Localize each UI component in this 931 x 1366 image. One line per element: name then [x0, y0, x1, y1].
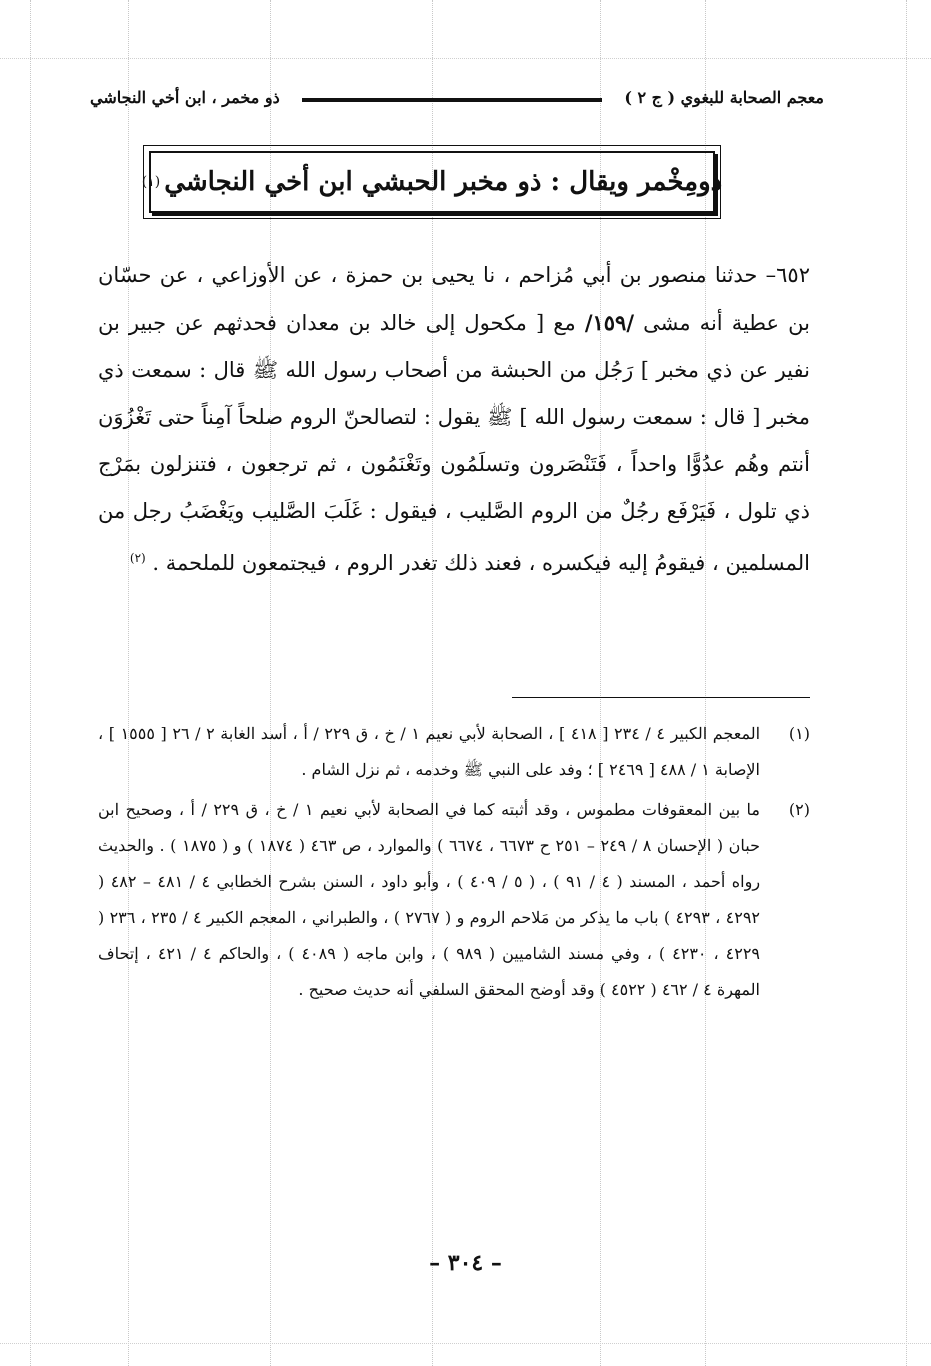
hadith-text — [98, 252, 810, 587]
footnote — [98, 792, 810, 1008]
footnote-separator — [512, 697, 810, 698]
entry-title-text: ذومِخْمر ويقال : ذو مخبر الحبشي ابن أخي النجاشي — [164, 167, 723, 197]
entry-title-frame — [143, 145, 721, 219]
margin-guide-line — [0, 58, 931, 59]
header-book-title: معجم الصحابة للبغوي ( ج ٢ ) — [624, 88, 824, 107]
page-number: – ٣٠٤ – — [429, 1250, 502, 1276]
entry-title — [141, 151, 723, 213]
margin-guide-line — [30, 0, 31, 1366]
footnotes — [98, 716, 810, 1008]
footnote — [98, 716, 810, 788]
footnote-marker: (٢) — [129, 551, 146, 565]
footnote-number: (٢) — [788, 800, 810, 819]
margin-guide-line — [0, 1343, 931, 1344]
hadith-text-part: ٦٥٢– حدثنا منصور بن أبي مُزاحم ، نا يحيى بن حمزة ، عن الأوزاعي ، عن حسّان بن عطية أنه مشى — [98, 263, 810, 335]
footnote-text: المعجم الكبير ٤ / ٢٣٤ [ ٤١٨ ] ، الصحابة لأبي نعيم ١ / خ ، ق ٢٢٩ / أ ، أسد الغابة ٢ / ٢٦ [ ١٥٥٥ ] ، الإصابة ١ / ٤٨٨ [ ٢٤٦٩ ] ؛ وفد على النبي ﷺ وخدمه ، ثم نزل الشام . — [98, 724, 761, 779]
manuscript-page-ref: /١٥٩/ — [584, 310, 635, 335]
footnote-marker: (١) — [141, 174, 161, 190]
footnote-number: (١) — [788, 724, 810, 743]
margin-guide-line — [906, 0, 907, 1366]
margin-guide-line — [128, 0, 129, 1366]
header-rule — [302, 98, 602, 102]
hadith-text-part: مع [ مكحول إلى خالد بن معدان فحدثهم عن جبير بن نفير عن ذي مخبر ] رَجُل من الحبشة من أصحاب رسول الله ﷺ قال : سمعت ذي مخبر [ قال : سمعت رسول الله ] ﷺ يقول : لتصالحنّ الروم صلحاً آمِناً حتى تَغْزُوَن أنتم وهُم عدُوًّا واحداً ، فَتَنْصَرون وتسلَمُون وتَغْنَمُون ، ثم ترجعون ، فتنزلون بمَرْج ذي تلول ، فَيَرْفَع رجُلٌ من الروم الصَّليب ، فيقول : غَلَبَ الصَّليب ويَغْضَبُ رجل من المسلمين ، فيقومُ إليه فيكسره ، فعند ذلك تغدر الروم ، فيجتمعون للملحمة . — [98, 311, 810, 575]
header-topic: ذو مخمر ، ابن أخي النجاشي — [90, 88, 280, 107]
footnote-text: ما بين المعقوفات مطموس ، وقد أثبته كما في الصحابة لأبي نعيم ١ / خ ، ق ٢٢٩ / أ ، وصحيح ابن حبان ( الإحسان ٨ / ٢٤٩ – ٢٥١ ح ٦٦٧٣ ، ٦٦٧٤ ) والموارد ، ص ٤٦٣ ( ١٨٧٤ ) و ( ١٨٧٥ ) . والحديث رواه أحمد ، المسند ( ٤ / ٩١ ) ، ( ٥ / ٤٠٩ ) ، وأبو داود ، السنن بشرح الخطابي ٤ / ٤٨١ – ٤٨٢ ( ٤٢٩٢ ، ٤٢٩٣ ) باب ما يذكر من مَلاحم الروم و ( ٢٧٦٧ ) ، والطبراني ، المعجم الكبير ٤ / ٢٣٥ ، ٢٣٦ ( ٤٢٢٩ ، ٤٢٣٠ ) ، وفي مسند الشاميين ( ٩٨٩ ) ، وابن ماجه ( ٤٠٨٩ ) ، والحاكم ٤ / ٤٢١ ، إتحاف المهرة ٤ / ٤٦٢ ( ٤٥٢٢ ) وقد أوضح المحقق السلفي أنه حديث صحيح . — [98, 800, 761, 999]
running-header — [90, 84, 824, 114]
